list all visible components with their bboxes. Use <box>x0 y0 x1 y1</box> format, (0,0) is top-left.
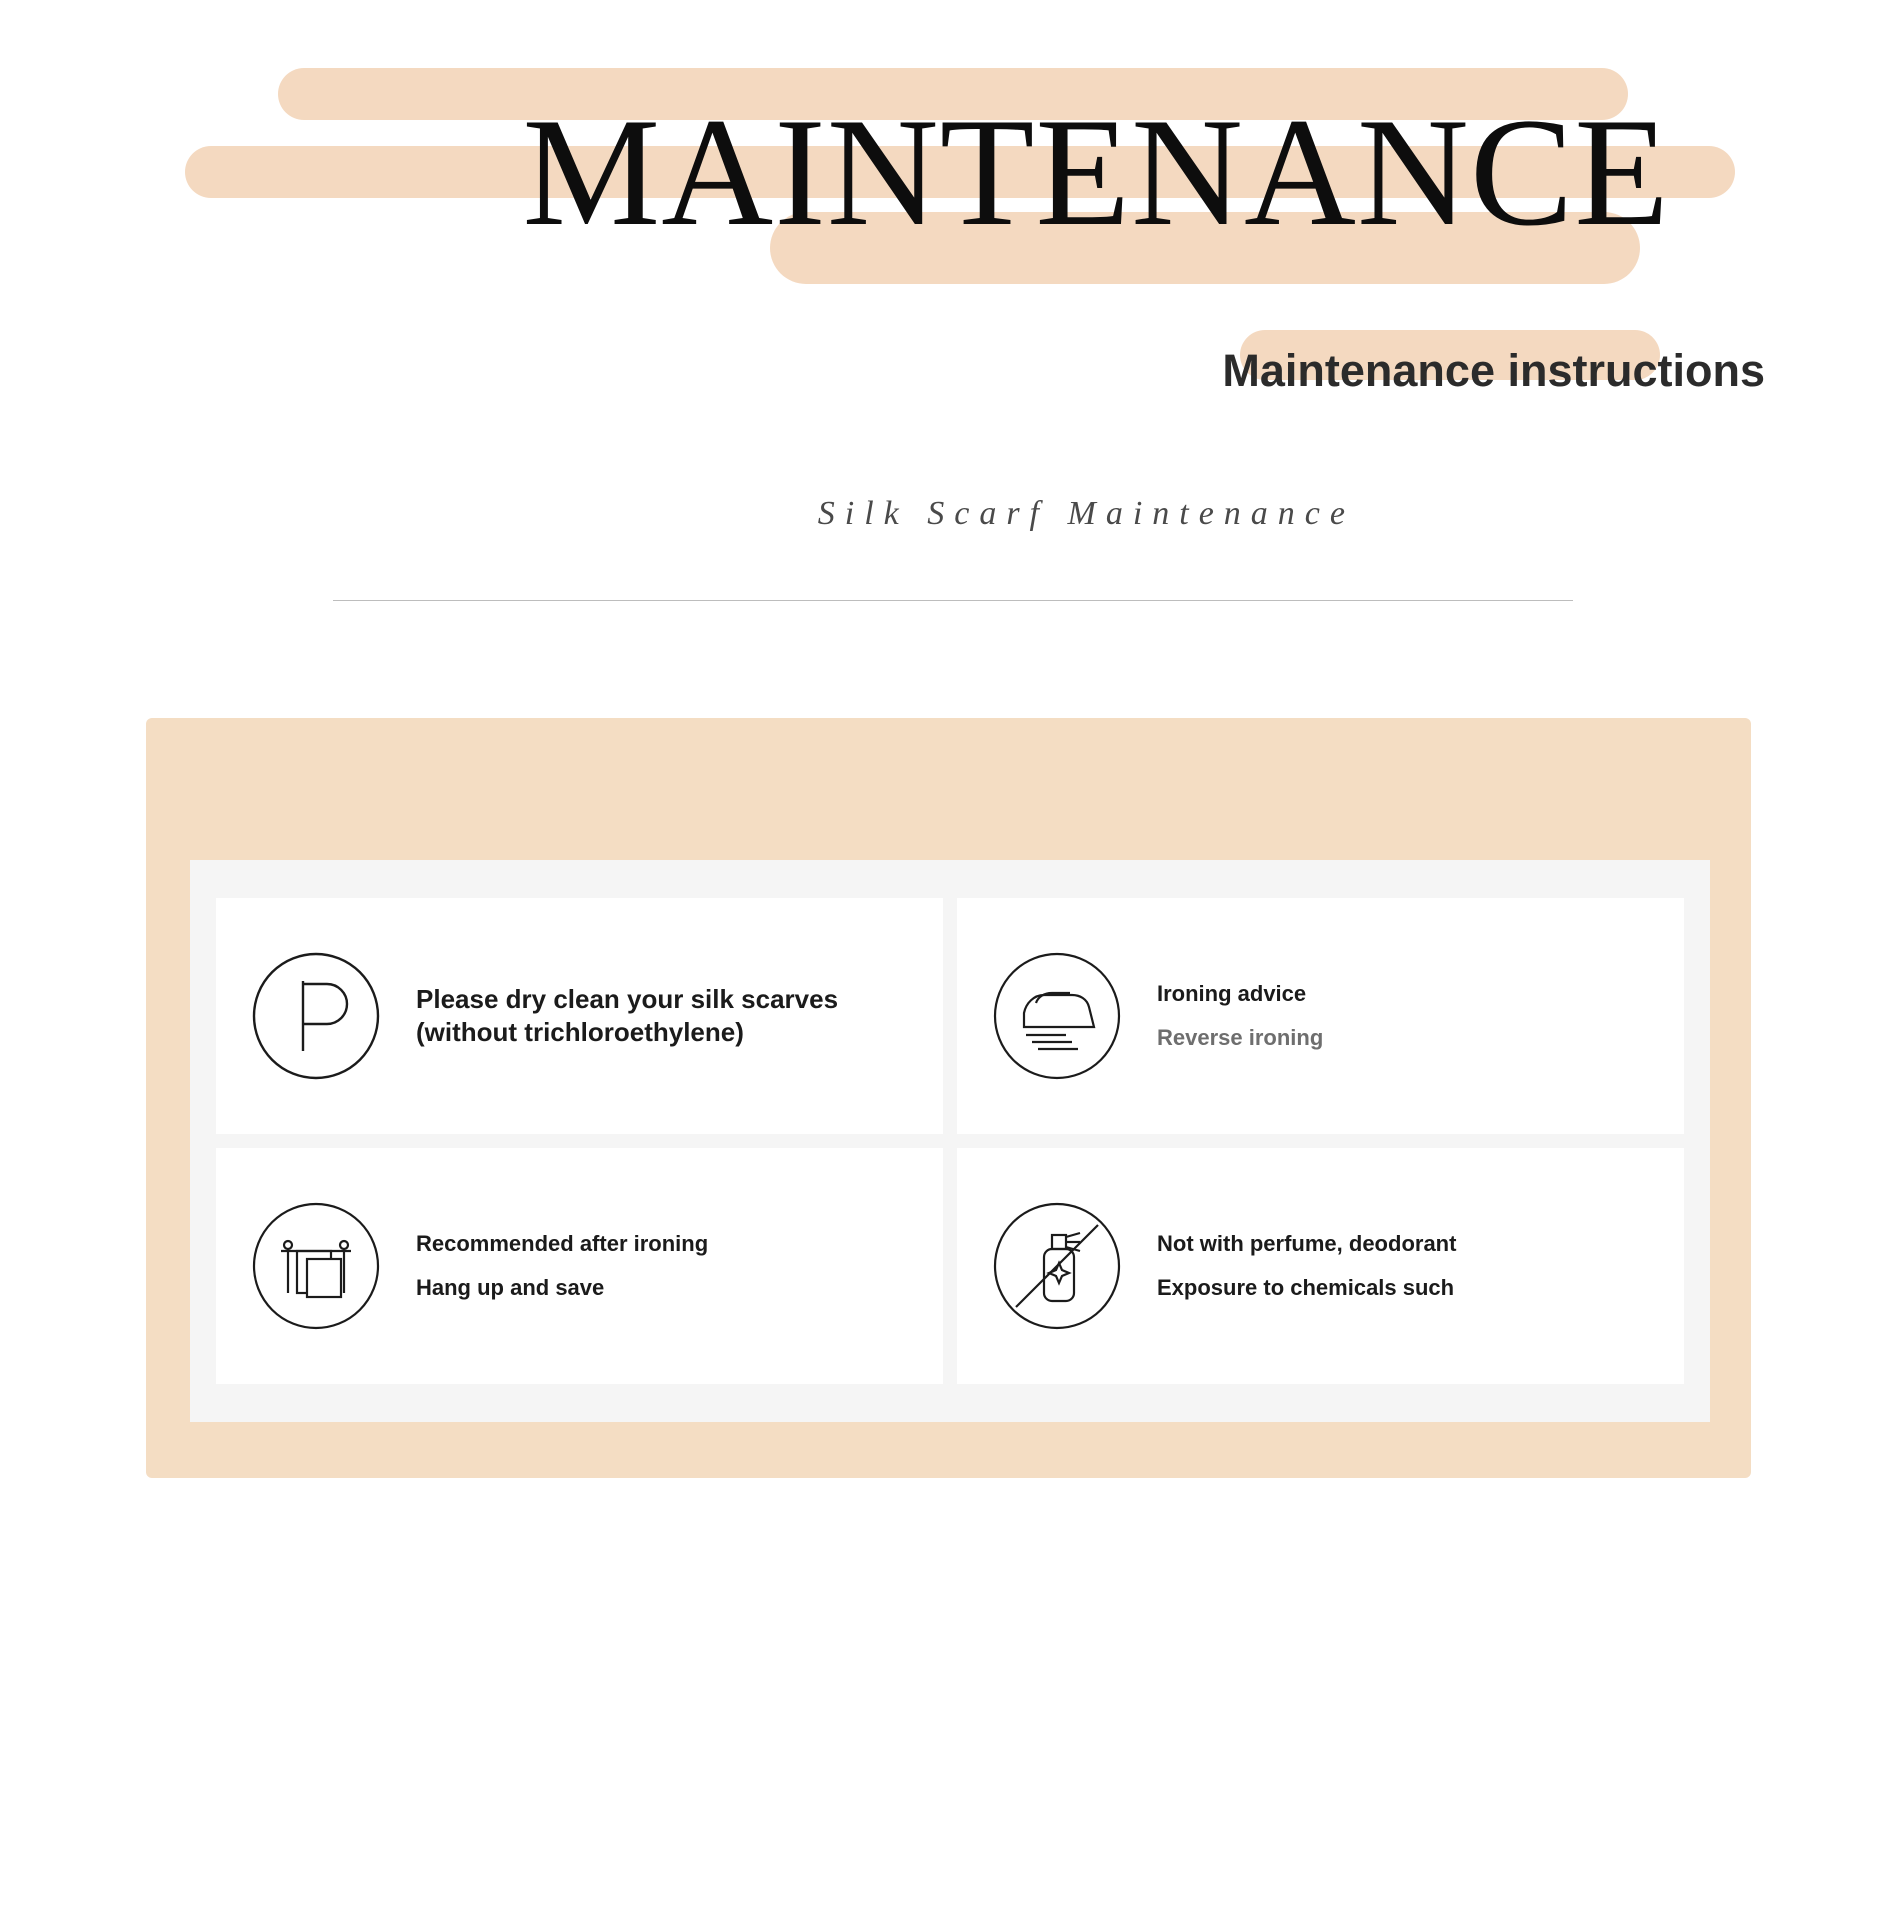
care-card <box>957 1148 1684 1384</box>
page-title: MAINTENANCE <box>522 86 1670 258</box>
care-card-title: Ironing advice <box>1157 980 1307 1006</box>
page-subtitle: Maintenance instructions <box>1222 345 1765 396</box>
divider <box>333 600 1573 601</box>
care-card-subtitle: Reverse ironing <box>1157 1024 1324 1050</box>
care-card <box>216 1148 943 1384</box>
care-card <box>216 898 943 1134</box>
no-perfume-spray-icon <box>983 1192 1131 1340</box>
script-caption: Silk Scarf Maintenance <box>817 495 1355 532</box>
care-card <box>957 898 1684 1134</box>
hanging-towel-rack-icon <box>242 1192 390 1340</box>
care-card-title: Recommended after ironing <box>416 1230 709 1256</box>
care-instruction-grid <box>190 860 1710 1422</box>
care-card-subtitle: Hang up and save <box>416 1274 605 1300</box>
care-card-subtitle: Exposure to chemicals such <box>1157 1274 1455 1300</box>
care-card-title: Please dry clean your silk scarves (without trichloroethylene) <box>416 983 839 1047</box>
dry-clean-p-symbol-icon <box>242 942 390 1090</box>
care-card-title: Not with perfume, deodorant <box>1157 1230 1457 1256</box>
iron-icon <box>983 942 1131 1090</box>
